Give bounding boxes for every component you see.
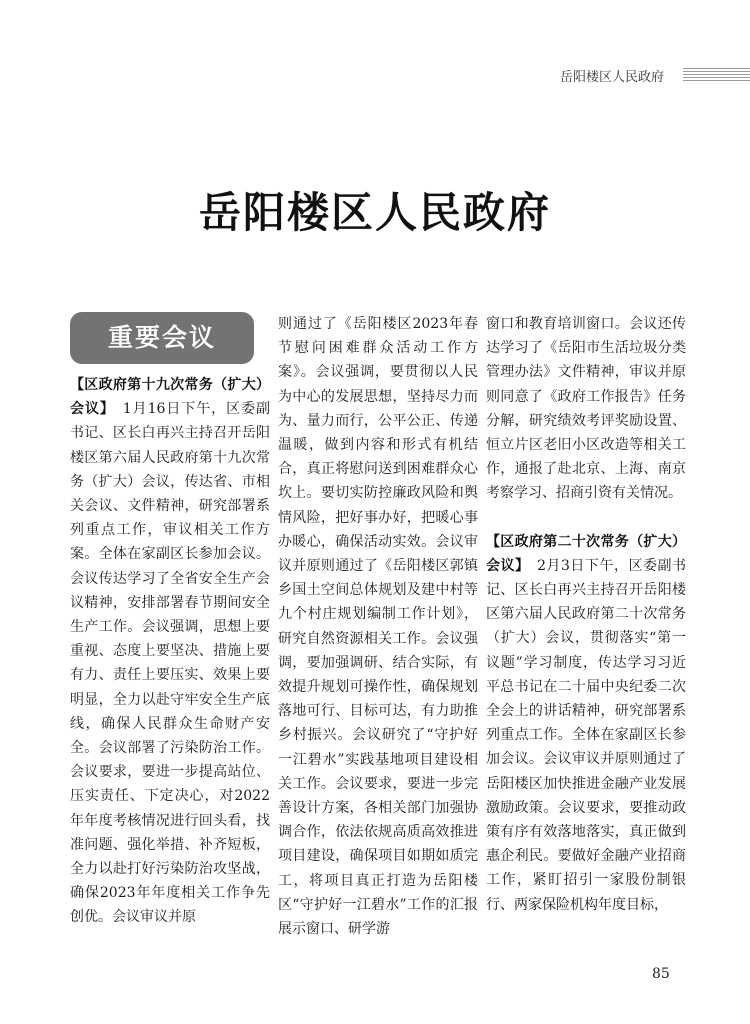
meeting-body-continued: 窗口和教育培训窗口。会议还传达学习了《岳阳市生活垃圾分类管理办法》文件精神，审议并原则同意了《政府工作报告》任务分解，研究绩效考评奖励设置、恒立片区老旧小区改造等相关工作，通报了赴北京、上海、南京考察学习、招商引资有关情况。 [486,316,686,502]
page-number: 85 [652,966,670,982]
section-label: 重要会议 [70,312,254,364]
meeting-body: 1月16日下午，区委副书记、区长白再兴主持召开岳阳楼区第六届人民政府第十九次常务（扩大）会议，传达省、市相关会议、文件精神，研究部署系列重点工作，审议相关工作方案。全体在家副区长参加会议。会议传达学习了全省安全生产会议精神，安排部署春节期间安全生产工作。会议强调，思想上要重视、态度上要坚决、措施上要有力、责任上要压实、效果上要明显，全力以赴守牢安全生产底线，确保人民群众生命财产安全。会议部署了污染防治工作。会议要求，要进一步提高站位、压实责任、下定决心，对2022年年度考核情况进行回头看，找准问题、强化举措、补齐短板，全力以赴打好污染防治攻坚战，确保2023年年度相关工作争先创优。会议审议并原 [70,401,271,926]
meeting-paragraph [486,530,686,917]
text-column-3 [486,312,686,917]
meeting-body: 2月3日下午，区委副书记、区长白再兴主持召开岳阳楼区第六届人民政府第二十次常务（扩大）会议，贯彻落实“第一议题”学习制度，传达学习习近平总书记在二十届中央纪委二次全会上的讲话精神，研究部署系列重点工作。全体在家副区长参加会议。会议审议并原则通过了岳阳楼区加快推进金融产业发展激励政策。会议要求，要推动政策有序有效落地落实，真正做到惠企利民。要做好金融产业招商工作，紧盯招引一家股份制银行、两家保险机构年度目标， [486,557,686,913]
header-rule-decoration [683,68,750,82]
meeting-paragraph [70,373,270,930]
meeting-title: 【区政府第十九次常务（扩大）会议】 [70,377,270,418]
page-title: 岳阳楼区人民政府 [198,188,551,237]
text-column-2 [278,312,478,941]
text-column-1 [70,312,270,930]
meeting-body-continued: 则通过了《岳阳楼区2023年春节慰问困难群众活动工作方案》。会议强调，要贯彻以人民为中心的发展思想，坚持尽力而为、量力而行，公平公正、传递温暖，做到内容和形式有机结合，真正将慰问送到困难群众心坎上。要切实防控廉政风险和舆情风险，把好事办好，把暖心事办暖心，确保活动实效。会议审议并原则通过了《岳阳楼区郭镇乡国土空间总体规划及建中村等九个村庄规划编制工作计划》，研究自然资源相关工作。会议强调，要加强调研、结合实际，有效提升规划可操作性，确保规划落地可行、目标可达，有力助推乡村振兴。会议研究了“守护好一江碧水”实践基地项目建设相关工作。会议要求，要进一步完善设计方案，各相关部门加强协调合作，依法依规高质高效推进项目建设，确保项目如期如质完工，将项目真正打造为岳阳楼区“守护好一江碧水”工作的汇报展示窗口、研学游 [278,316,478,938]
meeting-title: 【区政府第二十次常务（扩大）会议】 [486,533,686,574]
running-head: 岳阳楼区人民政府 [560,70,665,85]
